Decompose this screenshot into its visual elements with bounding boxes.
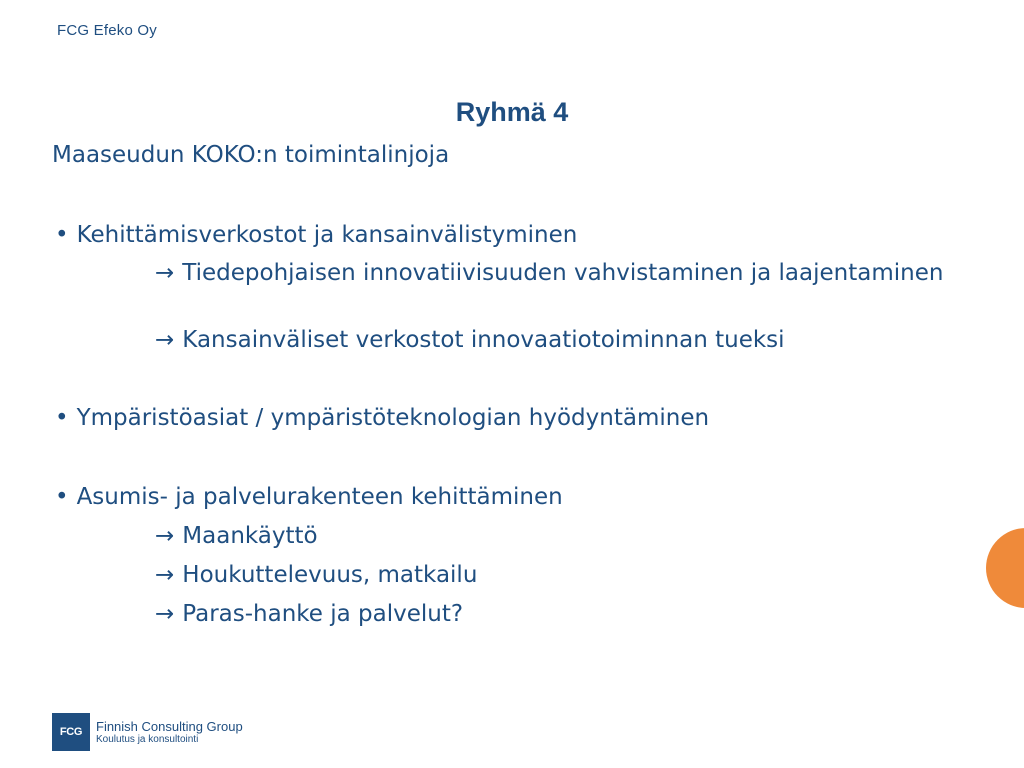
company-name-header: FCG Efeko Oy: [57, 22, 157, 39]
sub-bullet-item: [155, 522, 318, 551]
sub-bullet-text: Kansainväliset verkostot innovaatiotoiminnan tueksi: [182, 327, 785, 353]
sub-bullet-item: [155, 600, 463, 629]
bullet-item: [55, 404, 709, 433]
sub-bullet-item: [155, 561, 477, 590]
sub-bullet-text: Maankäyttö: [182, 523, 318, 549]
bullet-text: Kehittämisverkostot ja kansainvälistyminen: [76, 222, 578, 248]
sub-bullet-item: [155, 260, 965, 287]
bullet-marker: •: [55, 484, 69, 510]
arrow-right-icon: →: [155, 260, 175, 286]
bullet-item: [55, 221, 577, 250]
sub-bullet-text: Houkuttelevuus, matkailu: [182, 562, 478, 588]
footer-text: [96, 719, 243, 746]
footer-logo: [52, 713, 243, 751]
sub-bullet-item: [155, 326, 785, 355]
bullet-marker: •: [55, 405, 69, 431]
footer-tagline: Koulutus ja konsultointi: [96, 733, 199, 745]
sub-bullet-text: Paras-hanke ja palvelut?: [182, 601, 464, 627]
footer-company-name: Finnish Consulting Group: [96, 718, 243, 734]
slide-title: Ryhmä 4: [455, 97, 569, 127]
fcg-logo-mark: FCG: [52, 713, 90, 751]
arrow-right-icon: →: [155, 562, 175, 588]
arrow-right-icon: →: [155, 601, 175, 627]
arrow-right-icon: →: [155, 327, 175, 353]
bullet-text: Ympäristöasiat / ympäristöteknologian hyödyntäminen: [76, 405, 710, 431]
decorative-circle: [986, 528, 1024, 608]
bullet-marker: •: [55, 222, 69, 248]
bullet-text: Asumis- ja palvelurakenteen kehittäminen: [76, 484, 563, 510]
sub-bullet-text: Tiedepohjaisen innovatiivisuuden vahvistaminen ja laajentaminen: [182, 260, 944, 286]
arrow-right-icon: →: [155, 523, 175, 549]
slide-subtitle: Maaseudun KOKO:n toimintalinjoja: [52, 142, 450, 168]
bullet-item: [55, 483, 563, 512]
